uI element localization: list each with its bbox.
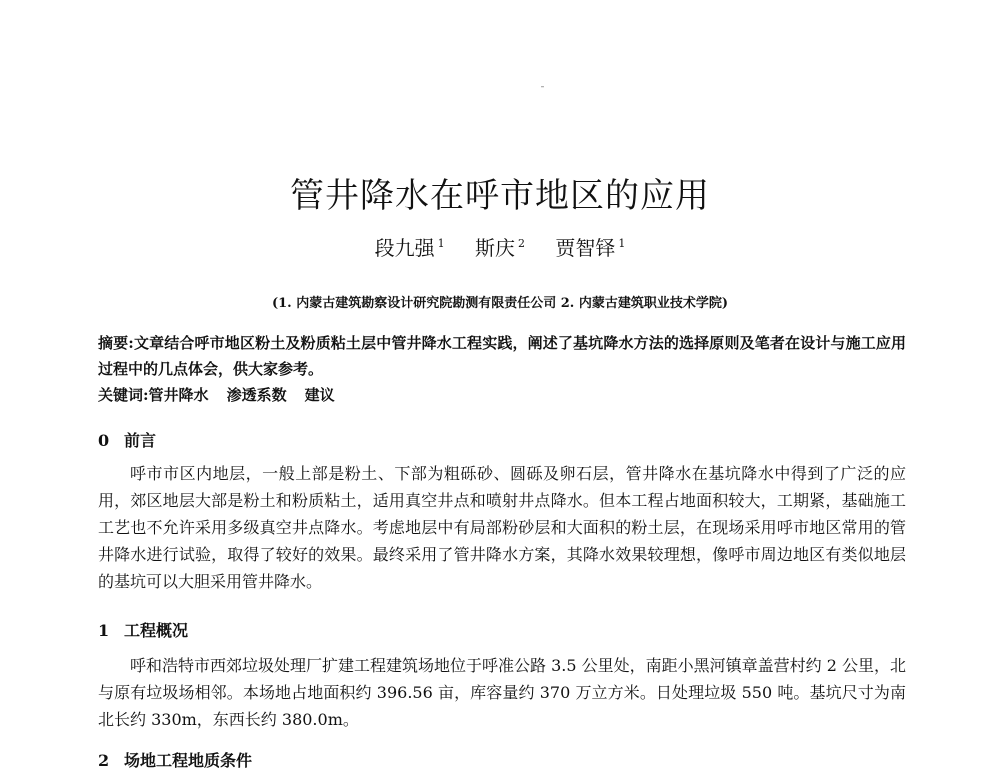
author-affil-mark: 2 <box>518 237 525 251</box>
paper-title: 管井降水在呼市地区的应用 <box>290 176 710 216</box>
author-name: 斯庆 <box>475 236 515 260</box>
section-number: 0 <box>98 431 110 450</box>
author-name: 贾智铎 <box>555 236 616 260</box>
section-title: 前言 <box>124 431 157 450</box>
section-body: 呼市市区内地层，一般上部是粉土、下部为粗砾砂、圆砾及卵石层，管井降水在基坑降水中得到了广泛的应用，郊区地层大部是粉土和粉质粘土，适用真空井点和喷射井点降水。但本工程占地面积较大，工期紧，基础施工工艺也不允许采用多级真空井点降水。考虑地层中有局部粉砂层和大面积的粉土层，在现场采用呼市地区常用的管井降水进行试验，取得了较好的效果。最终采用了管井降水方案，其降水效果较理想，像呼市周边地区有类似地层的基坑可以大胆采用管井降水。 <box>98 464 906 591</box>
section-number: 2 <box>98 751 110 770</box>
keyword: 渗透系数 <box>226 386 287 404</box>
keyword: 建议 <box>304 386 335 404</box>
section-title: 场地工程地质条件 <box>124 751 253 770</box>
section-heading <box>98 618 188 641</box>
author-affil-mark: 1 <box>437 237 445 251</box>
section-title: 工程概况 <box>124 621 189 640</box>
section-heading <box>98 428 156 451</box>
keywords-line <box>98 384 353 405</box>
author <box>475 236 525 260</box>
section-number: 1 <box>98 621 110 640</box>
affiliation: (1. 内蒙古建筑勘察设计研究院勘测有限责任公司 2. 内蒙古建筑职业技术学院) <box>271 296 729 311</box>
keywords-label: 关键词: <box>98 386 149 404</box>
page-mark: ˉ <box>540 86 545 97</box>
author <box>555 236 625 260</box>
author-list <box>0 232 1000 261</box>
abstract: 摘要:文章结合呼市地区粉土及粉质粘土层中管井降水工程实践，阐述了基坑降水方法的选择原则及笔者在设计与施工应用过程中的几点体会，供大家参考。 <box>98 334 906 378</box>
keyword: 管井降水 <box>148 386 209 404</box>
section-body: 呼和浩特市西郊垃圾处理厂扩建工程建筑场地位于呼准公路 3.5 公里处，南距小黑河镇章盖营村约 2 公里，北与原有垃圾场相邻。本场地占地面积约 396.56 亩，库容量约 370 万立方米。日处理垃圾 550 吨。基坑尺寸为南北长约 330m，东西长约 380.0m。 <box>98 656 906 729</box>
author-affil-mark: 1 <box>618 237 626 251</box>
author <box>375 236 445 260</box>
author-name: 段九强 <box>374 236 435 260</box>
